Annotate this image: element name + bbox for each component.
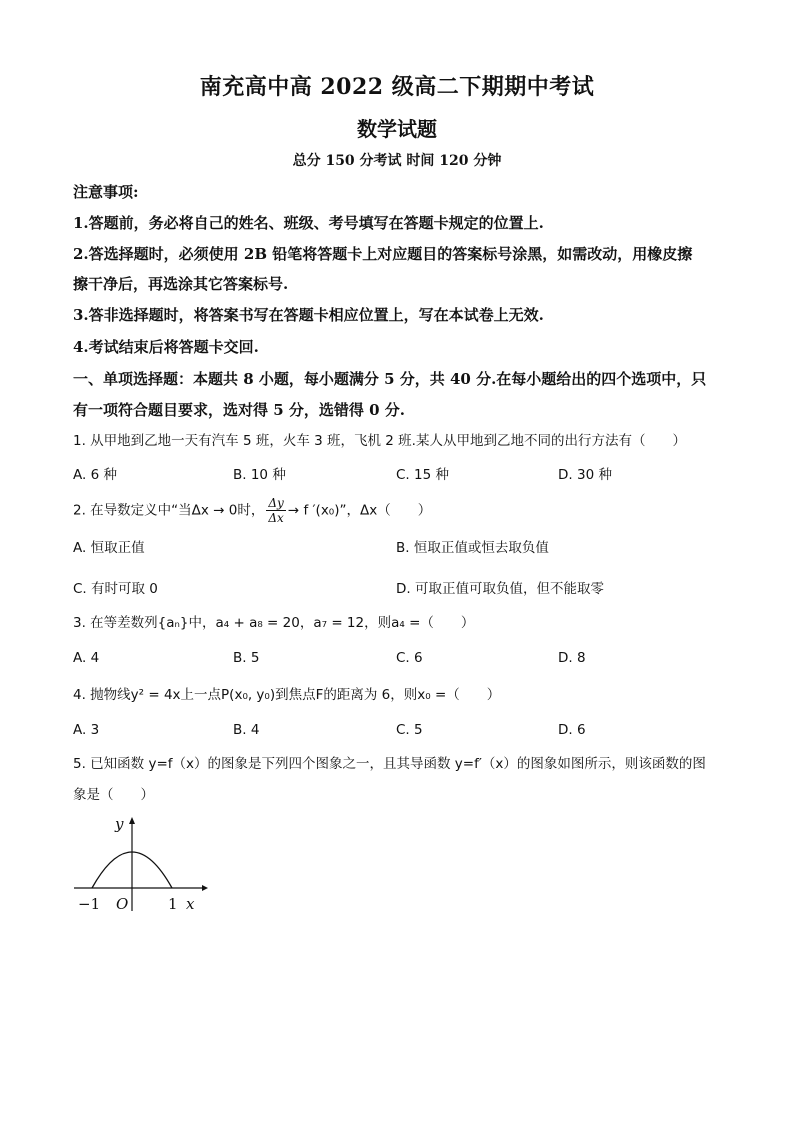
question-2-option-c: C. 有时可取 0 (73, 581, 158, 597)
question-3-stem: 3. 在等差数列{aₙ}中，a₄ + a₈ = 20，a₇ = 12，则a₄ =（ ） (73, 615, 475, 631)
question-3-option-b: B. 5 (233, 650, 260, 666)
x-axis-arrow (202, 885, 208, 891)
fraction-denominator: Δx (268, 511, 284, 525)
exam-subject: 数学试题 (357, 117, 437, 141)
question-5-stem: 5. 已知函数 y=f（x）的图象是下列四个图象之一，且其导函数 y=f′（x）的图象如图所示，则该函数的图 (73, 756, 706, 772)
right-tick-label: 1 (168, 895, 178, 913)
question-3-option-a: A. 4 (73, 650, 100, 666)
exam-title: 南充高中高 2022 级高二下期期中考试 (199, 74, 595, 100)
question-1-option-a: A. 6 种 (73, 467, 117, 483)
note-item-2-cont: 擦干净后，再选涂其它答案标号. (73, 275, 289, 293)
question-2-fraction (266, 496, 285, 525)
section-heading-cont: 有一项符合题目要求，选对得 5 分，选错得 0 分. (73, 401, 405, 419)
derivative-graph (70, 815, 210, 915)
question-4-option-c: C. 5 (396, 722, 423, 738)
question-1-option-b: B. 10 种 (233, 467, 286, 483)
section-heading: 一、单项选择题：本题共 8 小题，每小题满分 5 分，共 40 分.在每小题给出的四个选项中，只 (73, 370, 707, 388)
question-1-option-d: D. 30 种 (558, 467, 612, 483)
x-axis-label: x (186, 895, 195, 913)
question-2-option-b: B. 恒取正值或恒去取负值 (396, 540, 549, 556)
question-5-stem-cont: 象是（ ） (73, 787, 154, 803)
question-2-stem (73, 496, 728, 525)
note-item-1: 1.答题前，务必将自己的姓名、班级、考号填写在答题卡规定的位置上. (73, 214, 544, 232)
question-2-option-a: A. 恒取正值 (73, 540, 145, 556)
question-4-stem: 4. 抛物线y² = 4x上一点P(x₀, y₀)到焦点F的距离为 6，则x₀ =（ ） (73, 687, 501, 703)
question-2-suffix: → f ′(x₀)”，Δx（ ） (287, 502, 432, 519)
question-1-stem: 1. 从甲地到乙地一天有汽车 5 班，火车 3 班，飞机 2 班.某人从甲地到乙地不同的出行方法有（ ） (73, 433, 686, 449)
fraction-numerator: Δy (268, 496, 284, 510)
note-item-2: 2.答选择题时，必须使用 2B 铅笔将答题卡上对应题目的答案标号涂黑，如需改动，用橡皮擦 (73, 245, 693, 263)
origin-label: O (116, 895, 129, 913)
left-tick-label: −1 (78, 895, 101, 913)
question-4-option-d: D. 6 (558, 722, 586, 738)
y-axis-arrow (129, 817, 135, 824)
question-1-option-c: C. 15 种 (396, 467, 449, 483)
y-axis-label: y (115, 815, 124, 833)
question-2-prefix: 2. 在导数定义中“当 (73, 502, 192, 519)
note-item-4: 4.考试结束后将答题卡交回. (73, 338, 259, 356)
question-3-option-c: C. 6 (396, 650, 423, 666)
question-4-option-b: B. 4 (233, 722, 260, 738)
question-2-condition: Δx → 0时， (191, 502, 265, 519)
notes-heading: 注意事项: (73, 183, 139, 201)
note-item-3: 3.答非选择题时，将答案书写在答题卡相应位置上，写在本试卷上无效. (73, 306, 544, 324)
question-2-option-d: D. 可取正值可取负值，但不能取零 (396, 581, 604, 597)
question-4-option-a: A. 3 (73, 722, 100, 738)
question-3-option-d: D. 8 (558, 650, 586, 666)
exam-meta: 总分 150 分考试 时间 120 分钟 (292, 153, 502, 169)
